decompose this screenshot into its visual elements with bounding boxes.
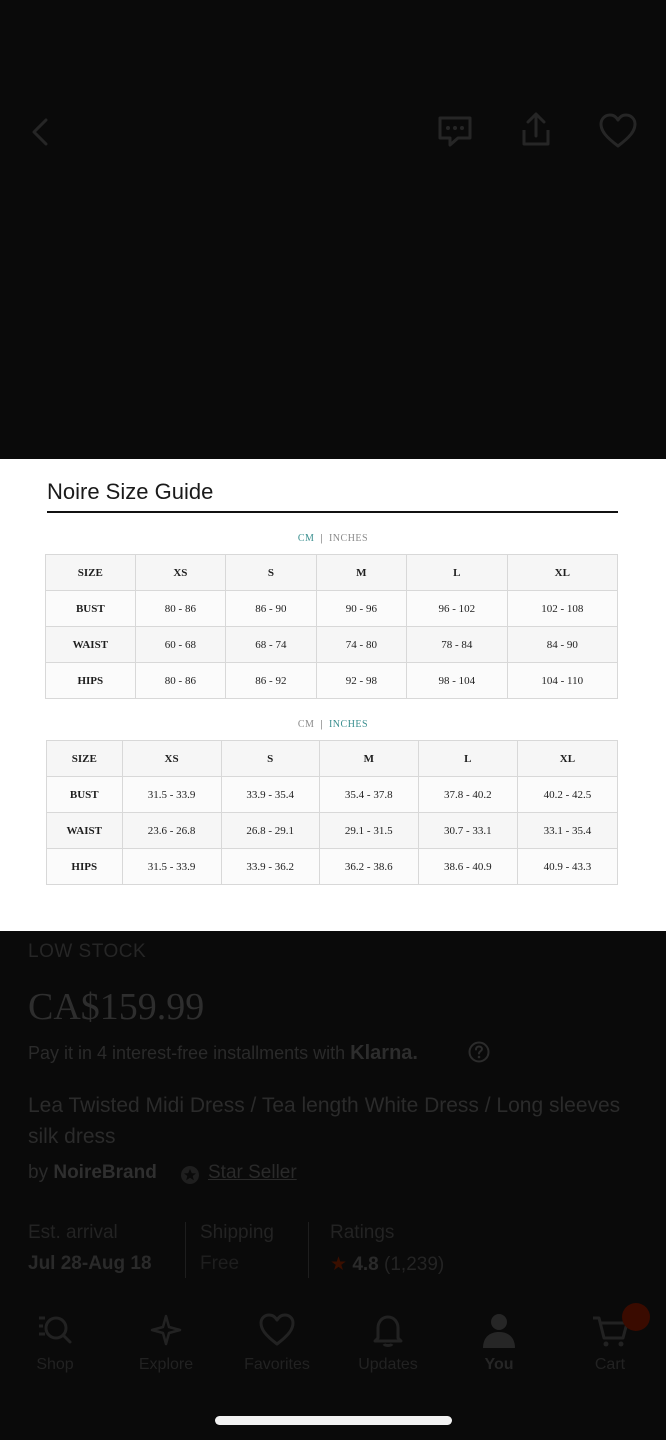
stock-status: LOW STOCK [28, 941, 147, 962]
nav-you[interactable] [444, 1310, 554, 1374]
table-cell: 33.9 - 35.4 [221, 777, 319, 813]
table-header-cell: S [221, 741, 319, 777]
klarna-installments [28, 1042, 418, 1065]
nav-label: You [484, 1356, 514, 1373]
top-bar [0, 100, 666, 164]
arrival-label: Est. arrival [28, 1222, 118, 1243]
product-price: CA$159.99 [28, 986, 205, 1028]
by-prefix: by [28, 1162, 49, 1183]
table-header-cell: M [319, 741, 418, 777]
size-table-cm [45, 554, 618, 699]
nav-label: Cart [594, 1356, 626, 1373]
klarna-text: Pay it in 4 interest-free installments with [28, 1043, 346, 1063]
table-row [47, 849, 618, 885]
heart-icon [257, 1310, 297, 1350]
table-cell: 35.4 - 37.8 [319, 777, 418, 813]
message-icon[interactable] [436, 112, 474, 150]
nav-updates[interactable] [333, 1310, 443, 1374]
table-cell: 86 - 92 [226, 663, 316, 699]
ratings-label: Ratings [330, 1222, 395, 1243]
toggle-cm[interactable]: CM [297, 719, 315, 730]
table-row [47, 777, 618, 813]
table-header-row [47, 741, 618, 777]
table-cell: 31.5 - 33.9 [122, 777, 221, 813]
table-cell: 104 - 110 [507, 663, 617, 699]
star-icon: ★ [330, 1254, 348, 1275]
table-row [46, 663, 618, 699]
unit-toggle [0, 719, 666, 730]
table-cell: 33.1 - 35.4 [517, 813, 617, 849]
toggle-separator: | [320, 719, 323, 730]
toggle-inches[interactable]: INCHES [328, 533, 369, 544]
table-row [46, 627, 618, 663]
bell-icon [368, 1310, 408, 1350]
table-header-cell: L [418, 741, 517, 777]
table-cell: 29.1 - 31.5 [319, 813, 418, 849]
table-header-cell: SIZE [47, 741, 123, 777]
table-cell: WAIST [46, 627, 136, 663]
table-cell: 90 - 96 [316, 591, 406, 627]
product-title[interactable]: Lea Twisted Midi Dress / Tea length White Dress / Long sleeves silk dress [28, 1094, 621, 1148]
table-cell: 78 - 84 [407, 627, 507, 663]
nav-label: Explore [138, 1356, 194, 1373]
table-cell: 40.9 - 43.3 [517, 849, 617, 885]
seller-byline[interactable] [28, 1162, 157, 1184]
table-cell: 36.2 - 38.6 [319, 849, 418, 885]
table-cell: 38.6 - 40.9 [418, 849, 517, 885]
shipping-value: Free [200, 1253, 240, 1274]
favorite-heart-icon[interactable] [598, 112, 638, 150]
table-header-cell: M [316, 555, 406, 591]
table-header-cell: XL [517, 741, 617, 777]
table-cell: 102 - 108 [507, 591, 617, 627]
table-header-cell: S [226, 555, 316, 591]
star-seller-link[interactable]: Star Seller [208, 1162, 297, 1183]
table-row [46, 591, 618, 627]
table-cell: WAIST [47, 813, 123, 849]
table-cell: 74 - 80 [316, 627, 406, 663]
unit-toggle [0, 533, 666, 544]
size-guide-modal [0, 459, 666, 931]
table-cell: 96 - 102 [407, 591, 507, 627]
nav-favorites[interactable] [222, 1310, 332, 1374]
table-header-cell: XS [122, 741, 221, 777]
klarna-logo: Klarna. [350, 1042, 418, 1064]
back-arrow-icon[interactable] [22, 114, 58, 150]
table-cell: 84 - 90 [507, 627, 617, 663]
rating-number: 4.8 [352, 1254, 379, 1275]
search-icon [35, 1310, 75, 1350]
table-header-cell: L [407, 555, 507, 591]
table-header-cell: SIZE [46, 555, 136, 591]
toggle-separator: | [320, 533, 323, 544]
nav-label: Favorites [244, 1356, 310, 1373]
size-table-inches [46, 740, 618, 885]
table-cell: HIPS [47, 849, 123, 885]
table-cell: 26.8 - 29.1 [221, 813, 319, 849]
toggle-cm[interactable]: CM [297, 533, 315, 544]
table-header-cell: XS [135, 555, 226, 591]
cart-count-badge [622, 1303, 650, 1331]
arrival-value: Jul 28-Aug 18 [28, 1253, 152, 1274]
help-icon[interactable] [468, 1041, 490, 1063]
table-cell: 60 - 68 [135, 627, 226, 663]
sparkle-icon [146, 1310, 186, 1350]
table-cell: 68 - 74 [226, 627, 316, 663]
ratings-value[interactable] [330, 1253, 444, 1276]
table-cell: HIPS [46, 663, 136, 699]
table-cell: 80 - 86 [135, 591, 226, 627]
table-cell: 31.5 - 33.9 [122, 849, 221, 885]
home-indicator[interactable] [215, 1416, 452, 1425]
table-cell: 86 - 90 [226, 591, 316, 627]
nav-explore[interactable] [111, 1310, 221, 1374]
table-cell: BUST [46, 591, 136, 627]
table-cell: BUST [47, 777, 123, 813]
seller-name[interactable]: NoireBrand [53, 1162, 157, 1183]
person-icon [479, 1310, 519, 1350]
nav-label: Updates [358, 1356, 418, 1373]
table-cell: 23.6 - 26.8 [122, 813, 221, 849]
table-header-cell: XL [507, 555, 617, 591]
star-seller-badge-icon [180, 1165, 200, 1185]
table-cell: 37.8 - 40.2 [418, 777, 517, 813]
share-icon[interactable] [516, 110, 556, 150]
nav-shop[interactable] [0, 1310, 110, 1374]
shipping-label: Shipping [200, 1222, 274, 1243]
table-row [47, 813, 618, 849]
table-cell: 30.7 - 33.1 [418, 813, 517, 849]
table-cell: 92 - 98 [316, 663, 406, 699]
table-cell: 98 - 104 [407, 663, 507, 699]
divider [308, 1222, 309, 1278]
table-header-row [46, 555, 618, 591]
table-cell: 80 - 86 [135, 663, 226, 699]
divider [185, 1222, 186, 1278]
toggle-inches[interactable]: INCHES [328, 719, 369, 730]
rating-count: (1,239) [384, 1254, 445, 1275]
nav-label: Shop [36, 1356, 74, 1373]
table-cell: 33.9 - 36.2 [221, 849, 319, 885]
table-cell: 40.2 - 42.5 [517, 777, 617, 813]
modal-title: Noire Size Guide [47, 477, 618, 513]
